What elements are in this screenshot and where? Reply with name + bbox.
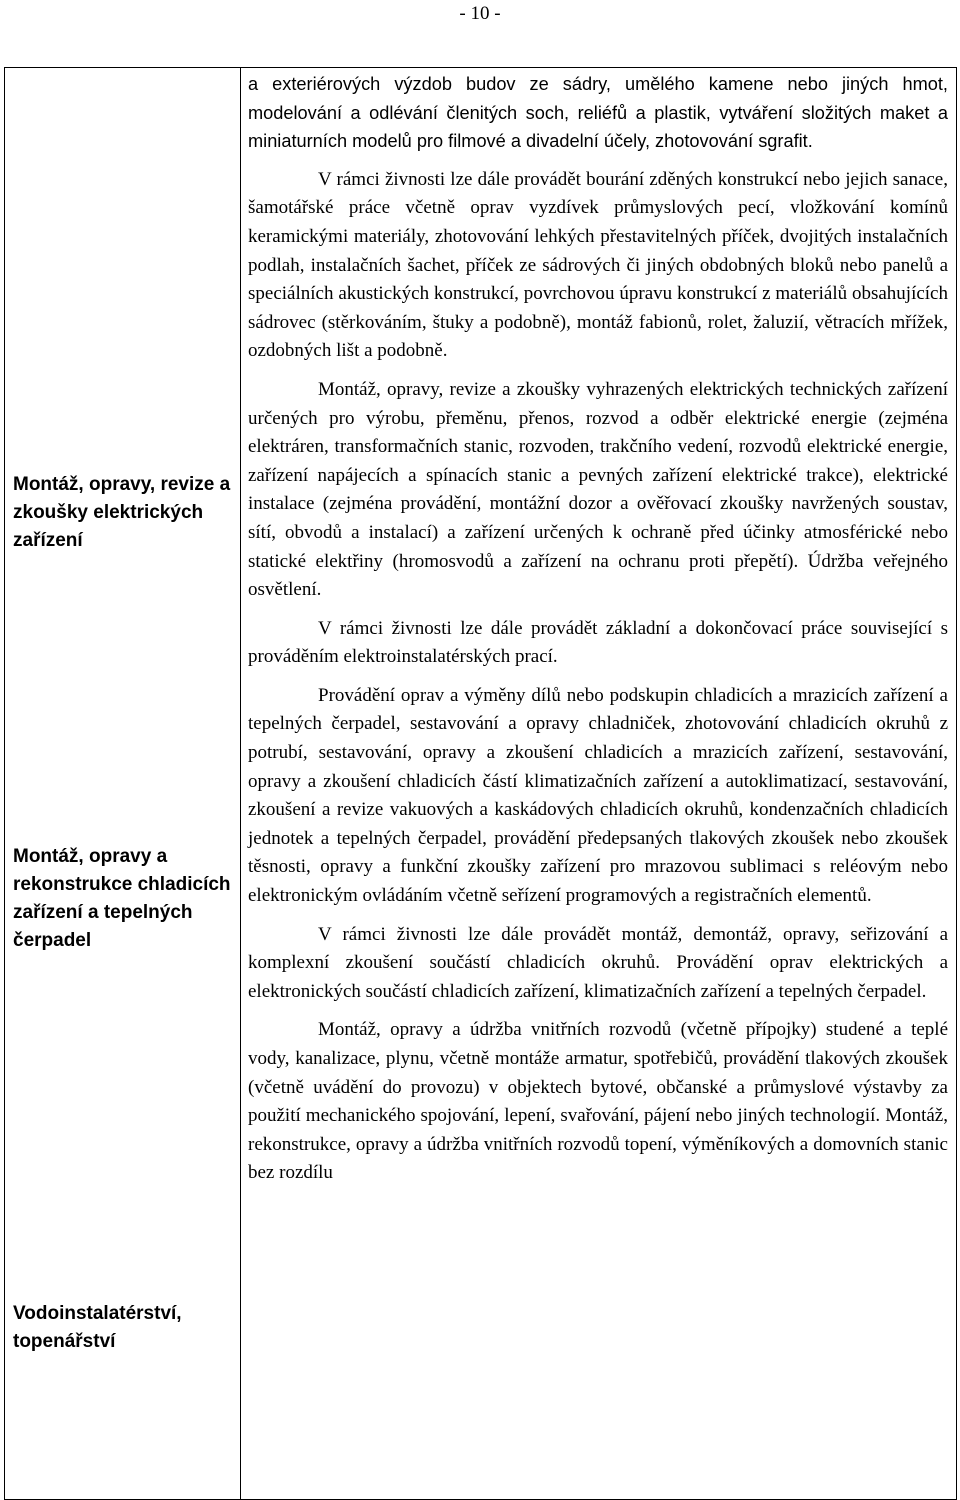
heading-cooling: Montáž, opravy a rekonstrukce chladicích zařízení a tepelných čerpadel	[13, 846, 231, 951]
heading-electrical: Montáž, opravy, revize a zkoušky elektrických zařízení	[13, 474, 231, 551]
paragraph-cooling-extra: V rámci živnosti lze dále provádět montáž, demontáž, opravy, seřizování a komplexní zkoušení součástí chladicích okruhů. Provádění oprav elektrických a elektronických součástí chladicích zařízení, klimatizačních zařízení a tepelných čerpadel.	[248, 923, 948, 1002]
paragraph-electrical: Montáž, opravy, revize a zkoušky vyhrazených elektrických technických zařízení určených pro výrobu, přeměnu, přenos, rozvod a odběr elektrické energie (zejména elektráren, transformačních stanic, rozvoden, trakčního vedení, rozvodů elektrické energie, zařízení napájecích a spínacích stanic a pevných zařízení elektrické trakce), elektrické instalace (zejména provádění, montážní dozor a ověřovací zkoušky navržených soustav, sítí, obvodů a instalací) a zařízení určených k ochraně před účinky atmosférické nebo statické elektřiny (hromosvodů a zařízení na ochranu proti přepětí). Údržba veřejného osvětlení.	[248, 378, 948, 601]
paragraph-cooling: Provádění oprav a výměny dílů nebo podskupin chladicích a mrazicích zařízení a tepelných čerpadel, sestavování a opravy chladniček, zhotovování chladicích okruhů z potrubí, sestavování, opravy a zkoušení chladicích a mrazicích zařízení, sestavování, opravy a zkoušení chladicích částí klimatizačních zařízení a autoklimatizací, sestavování, zkoušení a revize vakuových a kaskádových chladicích okruhů, kondenzačních chladicích jednotek a tepelných čerpadel, provádění předepsaných tlakových zkoušek nebo zkoušek těsnosti, opravy a funkční zkoušky zařízení pro mrazovou sublimaci s reléovým nebo elektronickým ovládáním včetně seřízení programových a registračních elementů.	[248, 684, 948, 907]
paragraph-plumbing: Montáž, opravy a údržba vnitřních rozvodů (včetně přípojky) studené a teplé vody, kanalizace, plynu, včetně montáže armatur, spotřebičů, provádění tlakových zkoušek (včetně uvádění do provozu) v objektech bytové, občanské a průmyslové výstavby za použití mechanického spojování, lepení, svařování, pájení nebo jiných technologií. Montáž, rekonstrukce, opravy a údržba vnitřních rozvodů topení, výměníkových a domovních stanic bez rozdílu	[248, 1019, 948, 1184]
paragraph-intro: a exteriérových výzdob budov ze sádry, umělého kamene nebo jiných hmot, modelování a odlévání členitých soch, reliéfů a plastik, vytváření složitých maket a miniaturních modelů pro filmové a divadelní účely, zhotovování sgrafit.	[248, 74, 948, 152]
page-number: - 10 -	[459, 3, 501, 24]
trade-description-table	[4, 67, 957, 1500]
trade-names-column	[5, 68, 241, 1500]
paragraph-construction: V rámci živnosti lze dále provádět bourání zděných konstrukcí nebo jejich sanace, šamotářské práce včetně oprav vyzdívek průmyslových pecí, vložkování komínů keramickými materiály, zhotovování lehkých přestavitelných příček, dvojitých instalačních podlah, instalačních šachet, příček ze sádrových či jiných obdobných bloků nebo panelů a speciálních akustických konstrukcí, povrchovou úpravu konstrukcí z materiálů obsahujících sádrovec (stěrkováním, štuky a podobně), montáž fabionů, rolet, žaluzií, větracích mřížek, ozdobných lišt a podobně.	[248, 168, 948, 362]
paragraph-electrical-extra: V rámci živnosti lze dále provádět základní a dokončovací práce související s prováděním elektroinstalatérských prací.	[248, 617, 948, 668]
trade-descriptions-column	[241, 68, 957, 1500]
heading-plumbing: Vodoinstalatérství, topenářství	[13, 1303, 182, 1352]
